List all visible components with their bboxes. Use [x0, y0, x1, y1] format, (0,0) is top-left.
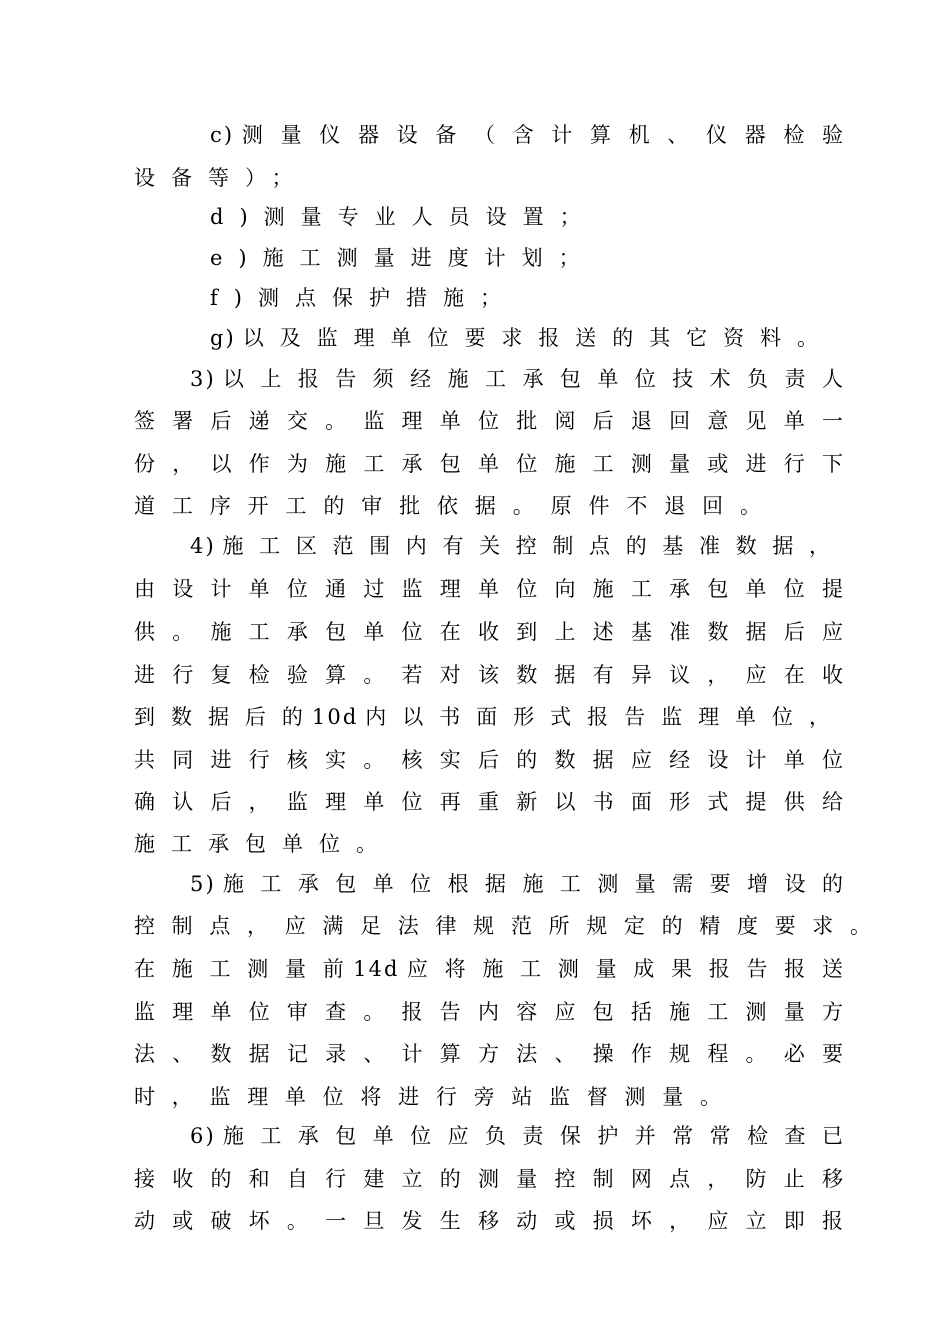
text-line: 施工承包单位。 — [134, 832, 393, 856]
text-line: 在 施 工 测 量 前 1 4 d 应 将 施 工 测 量 成 果 报 告 报 送 — [134, 957, 843, 981]
text-line: 法 、 数 据 记 录 、 计 算 方 法 、 操 作 规 程 。 必 要 — [134, 1042, 843, 1066]
text-line: 进 行 复 检 验 算 。 若 对 该 数 据 有 异 议 ， 应 在 收 — [134, 663, 843, 687]
text-line: 签 署 后 递 交 。 监 理 单 位 批 阅 后 退 回 意 见 单 一 — [134, 409, 843, 433]
text-line: 5 ) 施 工 承 包 单 位 根 据 施 工 测 量 需 要 增 设 的 — [190, 872, 843, 896]
text-line: e)施工测量进度计划； — [210, 246, 596, 270]
text-line: 共 同 进 行 核 实 。 核 实 后 的 数 据 应 经 设 计 单 位 — [134, 748, 843, 772]
text-line: g ) 以 及 监 理 单 位 要 求 报 送 的 其 它 资 料 。 — [210, 326, 818, 350]
text-line: 份 ， 以 作 为 施 工 承 包 单 位 施 工 测 量 或 进 行 下 — [134, 452, 843, 476]
text-line: 供 。 施 工 承 包 单 位 在 收 到 上 述 基 准 数 据 后 应 — [134, 620, 843, 644]
text-line: 接 收 的 和 自 行 建 立 的 测 量 控 制 网 点 ， 防 止 移 — [134, 1167, 843, 1191]
text-line: 动 或 破 坏 。 一 旦 发 生 移 动 或 损 坏 ， 应 立 即 报 — [134, 1209, 843, 1233]
text-line: 时 ， 监 理 单 位 将 进 行 旁 站 监 督 测 量 。 — [134, 1085, 721, 1109]
text-line: 4 ) 施 工 区 范 围 内 有 关 控 制 点 的 基 准 数 据 ， — [190, 534, 830, 558]
text-line: 由 设 计 单 位 通 过 监 理 单 位 向 施 工 承 包 单 位 提 — [134, 577, 843, 601]
text-line: d)测量专业人员设置； — [210, 205, 597, 229]
text-line: c ) 测 量 仪 器 设 备 （ 含 计 算 机 、 仪 器 检 验 — [210, 123, 843, 147]
text-line: 道 工 序 开 工 的 审 批 依 据 。 原 件 不 退 回 。 — [134, 494, 761, 518]
text-line: 3 ) 以 上 报 告 须 经 施 工 承 包 单 位 技 术 负 责 人 — [190, 367, 843, 391]
text-line: 6 ) 施 工 承 包 单 位 应 负 责 保 护 并 常 常 检 查 已 — [190, 1124, 843, 1148]
text-line: 监 理 单 位 审 查 。 报 告 内 容 应 包 括 施 工 测 量 方 — [134, 1000, 843, 1024]
text-line: 控 制 点 ， 应 满 足 法 律 规 范 所 规 定 的 精 度 要 求 。 — [134, 914, 871, 938]
text-line: f)测点保护措施； — [210, 286, 517, 310]
text-line: 到 数 据 后 的 1 0 d 内 以 书 面 形 式 报 告 监 理 单 位 ， — [134, 705, 830, 729]
text-line: 设备等）； — [134, 166, 309, 190]
text-line: 确 认 后 ， 监 理 单 位 再 重 新 以 书 面 形 式 提 供 给 — [134, 790, 843, 814]
